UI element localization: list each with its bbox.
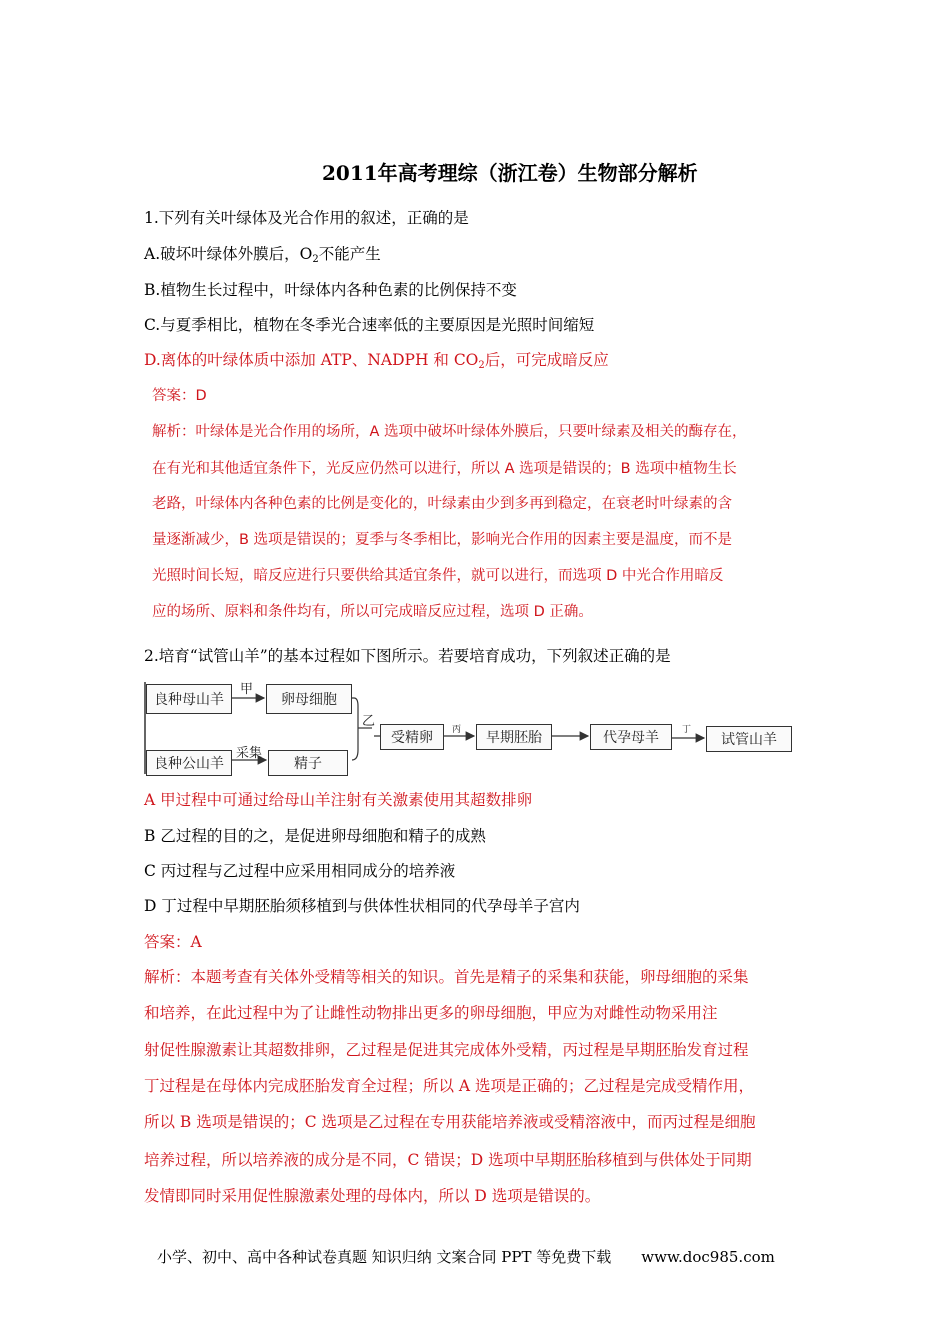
label-caiji: 采集 [236,746,263,761]
label-yi: 乙 [362,714,376,729]
q2-stem: 2.培育“试管山羊”的基本过程如下图所示。若要培育成功，下列叙述正确的是 [144,647,671,665]
q1-option-d-post: 后，可完成暗反应 [484,351,609,369]
q2-option-b: B 乙过程的目的之，是促进卵母细胞和精子的成熟 [144,827,486,845]
q1-option-a-sub: 2 [312,254,319,265]
label-ding: 丁 [682,725,692,735]
q1-option-a [144,244,381,270]
q1-option-c: C.与夏季相比，植物在冬季光合速率低的主要原因是光照时间缩短 [144,316,595,334]
test-tube-goat-box: 试管山羊 [706,726,792,752]
q1-analysis-line: 解析：叶绿体是光合作用的场所，A 选项中破坏叶绿体外膜后，只要叶绿素及相关的酶存在， [152,424,747,440]
q1-analysis-line: 光照时间长短，暗反应进行只要供给其适宜条件，就可以进行，而选项 D 中光合作用暗反 [152,568,724,584]
q2-analysis-line: 射促性腺激素让其超数排卵，乙过程是促进其完成体外受精，丙过程是早期胚胎发育过程 [144,1041,749,1059]
q2-analysis-line: 所以 B 选项是错误的；C 选项是乙过程在专用获能培养液或受精溶液中，而丙过程是细胞 [144,1113,756,1131]
early-embryo-box: 早期胚胎 [476,724,552,750]
q2-option-d: D 丁过程中早期胚胎须移植到与供体性状相同的代孕母羊子宫内 [144,897,580,915]
q1-option-d [144,350,609,376]
q1-option-a-pre: A.破坏叶绿体外膜后，O [144,245,313,263]
process-diagram [144,680,804,776]
male-goat-box: 良种公山羊 [146,750,232,776]
sperm-box: 精子 [268,750,348,776]
q1-option-a-post: 不能产生 [318,245,381,263]
q2-analysis-line: 和培养，在此过程中为了让雌性动物排出更多的卵母细胞，甲应为对雌性动物采用注 [144,1004,718,1022]
q1-option-b: B.植物生长过程中，叶绿体内各种色素的比例保持不变 [144,281,517,299]
female-goat-box: 良种母山羊 [146,684,232,714]
label-bing: 丙 [452,725,462,735]
q2-option-a: A 甲过程中可通过给母山羊注射有关激素使用其超数排卵 [144,791,533,809]
q2-analysis-line: 培养过程，所以培养液的成分是不同，C 错误；D 选项中早期胚胎移植到与供体处于同期 [144,1151,752,1169]
q1-analysis-line: 应的场所、原料和条件均有，所以可完成暗反应过程，选项 D 正确。 [152,604,593,620]
q2-option-c: C 丙过程与乙过程中应采用相同成分的培养液 [144,862,456,880]
document-title: 2011年高考理综（浙江卷）生物部分解析 [322,161,698,185]
q1-analysis-line: 在有光和其他适宜条件下，光反应仍然可以进行，所以 A 选项是错误的；B 选项中植物生长 [152,461,737,477]
egg-cell-box: 卵母细胞 [266,684,352,714]
q2-answer: 答案：A [144,933,202,951]
q2-analysis-line: 丁过程是在母体内完成胚胎发育全过程；所以 A 选项是正确的；乙过程是完成受精作用， [144,1077,755,1095]
label-jia: 甲 [240,682,254,697]
q1-analysis-line: 量逐渐减少，B 选项是错误的；夏季与冬季相比，影响光合作用的因素主要是温度，而不是 [152,532,733,548]
footer [157,1246,775,1267]
q2-analysis-line: 发情即同时采用促性腺激素处理的母体内，所以 D 选项是错误的。 [144,1187,601,1205]
fertilized-egg-box: 受精卵 [380,724,444,750]
surrogate-box: 代孕母羊 [590,724,672,750]
q1-option-d-sub: 2 [478,360,485,371]
q2-analysis-line: 解析：本题考查有关体外受精等相关的知识。首先是精子的采集和获能，卵母细胞的采集 [144,968,749,986]
q1-answer: 答案：D [152,388,207,404]
q1-analysis-line: 老路，叶绿体内各种色素的比例是变化的，叶绿素由少到多再到稳定，在衰老时叶绿素的含 [152,496,732,512]
footer-url-link[interactable]: www.doc985.com [641,1248,775,1266]
q1-option-d-pre: D.离体的叶绿体质中添加 ATP、NADPH 和 CO [144,351,479,369]
footer-text: 小学、初中、高中各种试卷真题 知识归纳 文案合同 PPT 等免费下载 [157,1248,612,1266]
q1-stem: 1.下列有关叶绿体及光合作用的叙述，正确的是 [144,209,469,227]
